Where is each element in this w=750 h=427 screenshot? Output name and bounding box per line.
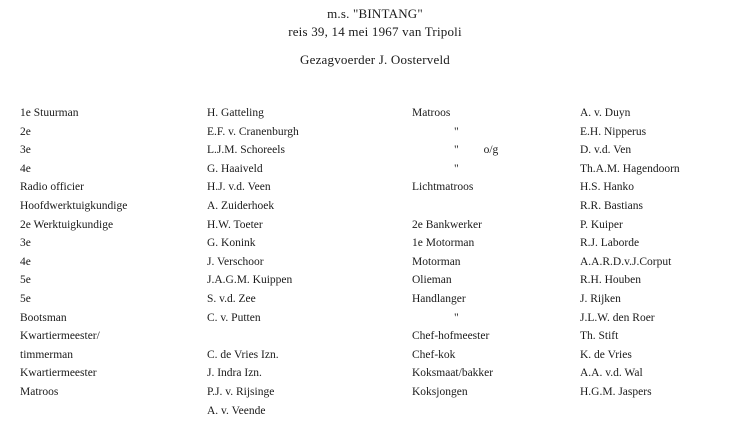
crew-name-entry: L.J.M. Schoreels — [207, 144, 285, 157]
rank-entry: 4e — [20, 255, 31, 268]
voyage-line: reis 39, 14 mei 1967 van Tripoli — [288, 24, 462, 39]
crew-name-entry: A. Zuiderhoek — [207, 199, 275, 212]
rank-entry: Matroos — [412, 107, 451, 119]
rank-entry: Chef-kok — [412, 348, 456, 361]
rank-entry: 1e Stuurman — [20, 107, 79, 119]
crew-name-entry: H.G.M. Jaspers — [580, 385, 652, 398]
rank-entry: Lichtmatroos — [412, 181, 474, 194]
crew-name-entry: H.W. Toeter — [207, 218, 263, 231]
crew-name-entry: J.L.W. den Roer — [580, 311, 655, 324]
rank-entry: 5e — [20, 292, 31, 305]
rank-entry: 5e — [20, 274, 31, 287]
column-ranks — [20, 104, 200, 402]
crew-name-entry: J. Rijken — [580, 292, 621, 305]
rank-entry: Koksmaat/bakker — [412, 367, 494, 380]
crew-name-entry: G. Haaiveld — [207, 162, 263, 175]
rank-entry: Koksjongen — [412, 385, 468, 398]
crew-name-entry: Th.A.M. Hagendoorn — [580, 162, 680, 175]
rank-entry: 2e Werktuigkundige — [20, 218, 114, 231]
rank-entry: 1e Motorman — [412, 237, 475, 250]
crew-name-entry: K. de Vries — [580, 348, 632, 361]
crew-name-entry: D. v.d. Ven — [580, 144, 632, 157]
crew-name-entry: G. Konink — [207, 237, 256, 250]
crew-name-entry: R.J. Laborde — [580, 237, 640, 250]
rank-entry: " o/g — [454, 144, 499, 157]
rank-entry: Handlanger — [412, 292, 466, 305]
crew-name-entry: R.R. Bastians — [580, 199, 643, 212]
rank-entry: " — [454, 125, 459, 138]
rank-entry: 3e — [20, 237, 31, 250]
column-ranks-2 — [412, 104, 572, 402]
rank-entry: 2e Bankwerker — [412, 218, 482, 231]
rank-entry: timmerman — [20, 348, 74, 361]
crew-name-entry: J.A.G.M. Kuippen — [207, 274, 293, 287]
crew-name-entry: A. v. Veende — [207, 404, 266, 417]
rank-entry: Olieman — [412, 274, 452, 287]
rank-entry: Kwartiermeester/ — [20, 330, 100, 343]
crew-name-entry: E.F. v. Cranenburgh — [207, 125, 299, 138]
rank-entry: 2e — [20, 125, 31, 138]
crew-name-entry: Th. Stift — [580, 330, 619, 343]
rank-entry: Bootsman — [20, 311, 67, 324]
crew-name-entry: P.J. v. Rijsinge — [207, 385, 275, 398]
crew-name-entry: A.A.R.D.v.J.Corput — [580, 255, 672, 268]
column-names-2 — [580, 104, 745, 402]
rank-entry: 4e — [20, 162, 31, 175]
crew-name-entry: C. de Vries Izn. — [207, 348, 279, 361]
crew-name-entry: H.S. Hanko — [580, 181, 634, 194]
crew-name-entry: J. Indra Izn. — [207, 367, 262, 380]
crew-name-entry: J. Verschoor — [207, 255, 264, 268]
captain-line: Gezagvoerder J. Oosterveld — [300, 52, 450, 67]
rank-entry: Hoofdwerktuigkundige — [20, 199, 128, 212]
rank-entry: Chef-hofmeester — [412, 330, 490, 343]
rank-entry: " — [454, 311, 459, 324]
crew-name-entry: P. Kuiper — [580, 218, 623, 231]
crew-name-entry: A.A. v.d. Wal — [580, 367, 643, 380]
ship-name: m.s. "BINTANG" — [327, 6, 423, 21]
crew-name-entry: H.J. v.d. Veen — [207, 181, 271, 194]
rank-entry: " — [454, 162, 459, 175]
rank-entry: Matroos — [20, 385, 59, 398]
crew-name-entry: A. v. Duyn — [580, 107, 631, 119]
crew-name-entry: E.H. Nipperus — [580, 125, 647, 138]
column-names-1 — [207, 104, 407, 420]
crew-name-entry — [207, 327, 407, 346]
crew-name-entry: C. v. Putten — [207, 311, 261, 324]
crew-name-entry: S. v.d. Zee — [207, 292, 256, 305]
rank-entry: 3e — [20, 144, 31, 157]
crew-name-entry: H. Gatteling — [207, 107, 264, 119]
rank-entry: Motorman — [412, 255, 461, 268]
rank-entry — [412, 197, 572, 216]
rank-entry: Kwartiermeester — [20, 367, 97, 380]
rank-entry: Radio officier — [20, 181, 84, 194]
crew-name-entry: R.H. Houben — [580, 274, 642, 287]
